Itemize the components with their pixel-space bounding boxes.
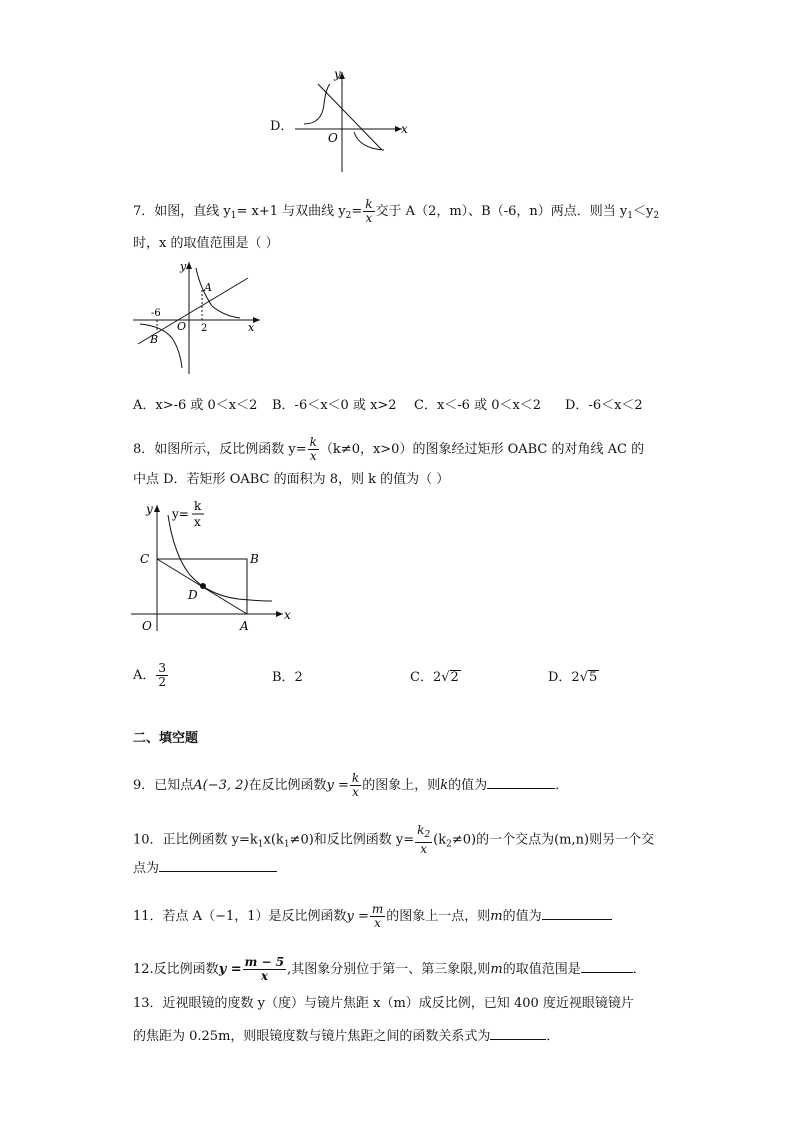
answer-blank[interactable]: [542, 906, 612, 920]
fig8-k-label: k: [194, 499, 202, 513]
point-a-label: A: [240, 619, 249, 633]
axis-x-label: x: [248, 321, 255, 334]
answer-blank[interactable]: [581, 959, 633, 973]
q8-option-d: D．2√5: [548, 670, 598, 685]
answer-blank[interactable]: [487, 775, 555, 789]
point-a-label: A: [204, 281, 212, 294]
answer-blank[interactable]: [159, 858, 277, 872]
axis-y-label: y: [146, 502, 153, 516]
axis-x-label: x: [401, 122, 408, 136]
point-d-label: D: [188, 588, 198, 602]
answer-blank[interactable]: [490, 1026, 546, 1040]
point-b-label: B: [250, 552, 259, 566]
axis-x-label: x: [284, 608, 291, 622]
fig8-equation-label: y=: [172, 507, 189, 521]
origin-label: O: [142, 619, 152, 633]
q7-fraction: $\frac{k}{x}$: [365, 197, 373, 225]
q10-line2: 点为: [133, 858, 277, 878]
q7-option-d: D．-6＜x＜2: [565, 398, 643, 413]
q13-line2: 的焦距为 0.25m，则眼镜度数与镜片焦距之间的函数关系式为 ．: [133, 1026, 559, 1046]
figure-q7: [130, 258, 265, 378]
q10-line1: 10．正比例函数 $y=k_1x(k_1\ne 0)$和反比例函数 y= $\frac{k_2}{x}$ $(k_2\ne 0)$的一个交点为(m,n)则另一个交: [133, 823, 655, 856]
section-title: 二、填空题: [133, 731, 199, 746]
tick-neg6-label: -6: [151, 308, 161, 319]
q7-line2: 时，x 的取值范围是（ ）: [133, 236, 279, 251]
point-b-label: B: [150, 333, 159, 346]
q12-line: 12.反比例函数y = $\frac{m - 5}{x}$ ,其图象分别位于第一、第三象限,则m的取值范围是 ．: [133, 955, 646, 983]
figure-q8: [128, 495, 298, 635]
q8-line2: 中点 D．若矩形 OABC 的面积为 8，则 k 的值为（ ）: [133, 472, 450, 487]
q11-line: 11．若点 A（−1，1）是反比例函数y = $\frac{m}{x}$ 的图象上一点，则m的值为: [133, 903, 612, 930]
q8-option-c: C．2√2: [410, 670, 459, 685]
axis-y-label: y: [334, 67, 341, 81]
q7-option-a: A．x>-6 或 0＜x＜2: [133, 398, 258, 413]
tick-2-label: 2: [201, 323, 208, 334]
origin-label: O: [328, 131, 338, 145]
q13-line1: 13．近视眼镜的度数 y（度）与镜片焦距 x（m）成反比例，已知 400 度近视眼镜镜片: [133, 996, 634, 1011]
q8-option-a: A． $\frac{3}{2}$: [133, 661, 167, 689]
q8-fraction: $\frac{k}{x}$: [309, 435, 317, 463]
point-c-label: C: [140, 552, 150, 566]
axis-y-label: y: [180, 260, 187, 273]
figure-option-d: [290, 66, 415, 176]
fig8-x-label: x: [194, 515, 201, 529]
q7-option-c: C．x＜-6 或 0＜x＜2: [414, 398, 542, 413]
q8-option-b: B．2: [272, 670, 303, 685]
q8-line1: 8．如图所示，反比例函数 y= $\frac{k}{x}$ （k≠0，x>0）的图象经过矩形 OABC 的对角线 AC 的: [133, 435, 645, 463]
origin-label: O: [177, 320, 187, 333]
q7-line1: 7．如图，直线 $y_1= x+1$ 与双曲线 $y_2=$ $\frac{k}{x}$ 交于 A（2，m）、B（-6，n）两点．则当 $y_1<y_2$: [133, 197, 660, 225]
q7-option-b: B．-6＜x＜0 或 x>2: [272, 398, 397, 413]
q6-option-d-label: D．: [270, 119, 294, 134]
q9-line: 9．已知点A(−3, 2)在反比例函数y = $\frac{k}{x}$ 的图象上，则k的值为 ．: [133, 771, 569, 799]
